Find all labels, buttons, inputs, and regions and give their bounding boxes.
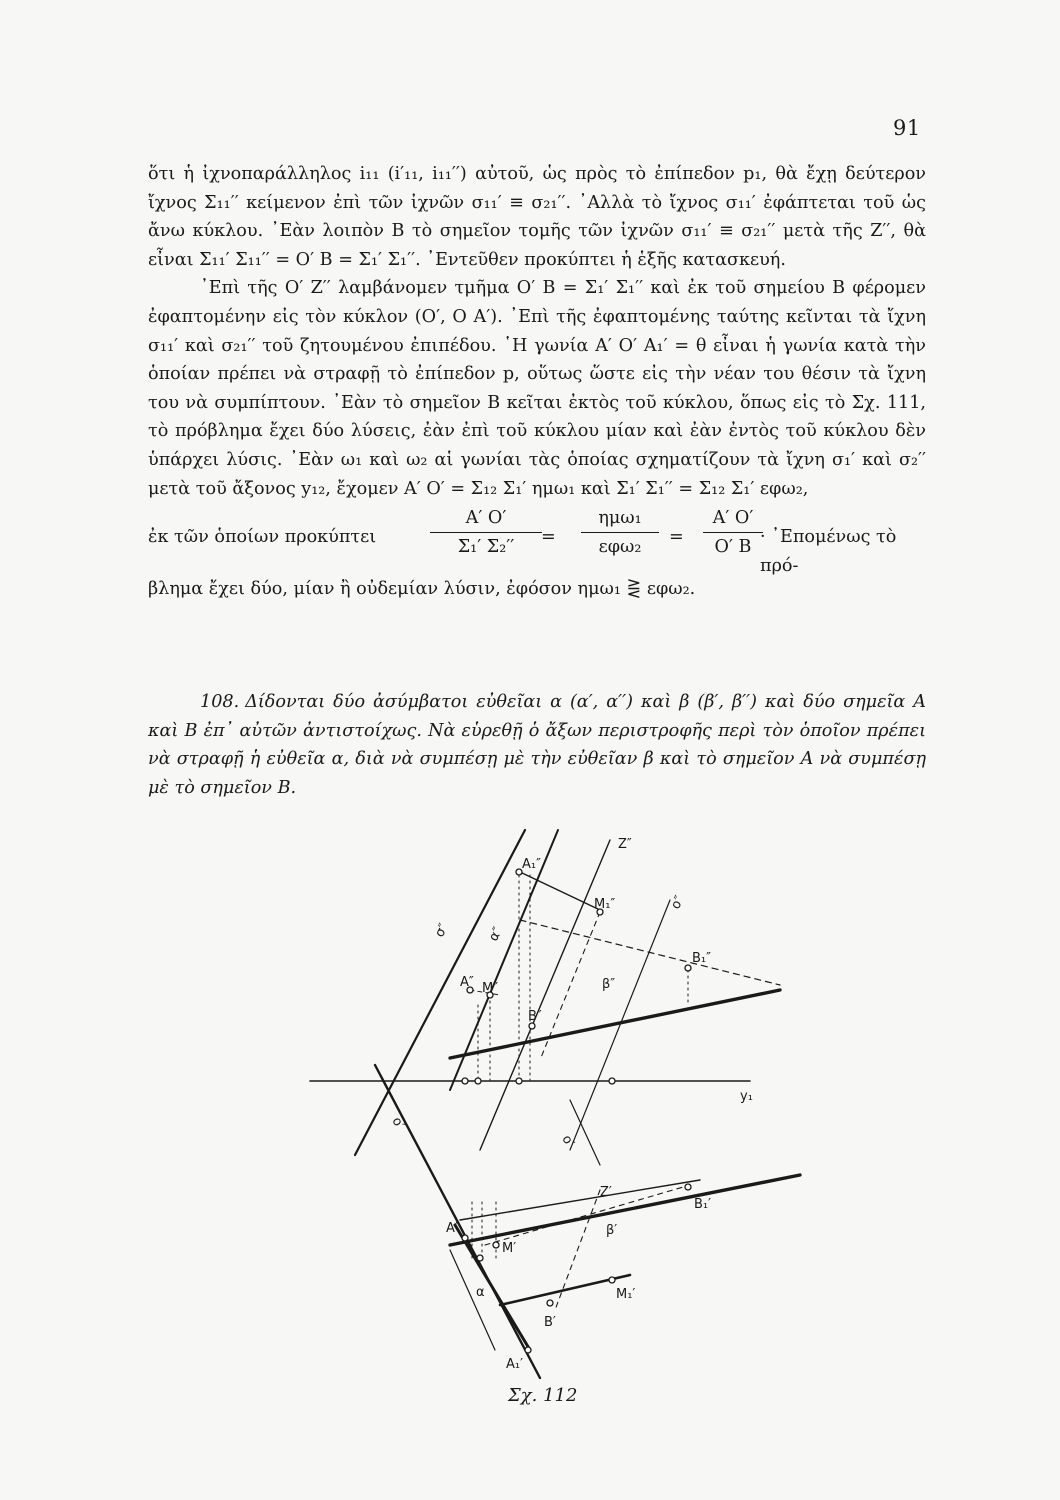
label-sigma-double-prime: σ″ [432,921,452,940]
line-alpha-prime-2 [450,1250,495,1350]
label-beta-prime: β′ [606,1223,618,1238]
line-o-prime-upper [570,900,670,1150]
fraction-3-denominator: O′ B [714,537,752,558]
label-z-double-prime: Z″ [618,837,632,852]
label-m1-prime: M₁′ [616,1287,636,1302]
fraction-2-denominator: εφω₂ [598,537,642,558]
label-y1: y₁ [740,1089,753,1104]
fraction-1-denominator: Σ₁′ Σ₂′′ [457,537,515,558]
paragraph-1: ὅτι ἡ ἰχνοπαράλληλος i₁₁ (i′₁₁, i₁₁′′) αὐτοῦ, ὡς πρὸς τὸ ἐπίπεδον p₁, θὰ ἔχῃ δεύτερον ἴχνος Σ₁₁′′ κείμενον ἐπὶ τῶν ἰχνῶν σ₁₁′ ≡ σ₂₁′′. ᾽Αλλὰ τὸ ἴχνος σ₁₁′ ἐφάπτεται τοῦ ὡς ἄνω κύκλου. ᾽Εὰν λοιπὸν B τὸ σημεῖον τομῆς τῶν ἰχνῶν σ₁₁′ ≡ σ₂₁′′ μετὰ τῆς Z′′, θὰ εἶναι Σ₁₁′ Σ₁₁′′ = O′ B = Σ₁′ Σ₁′′. ᾽Εντεῦθεν προκύπτει ἡ ἑξῆς κατασκευή. [148,164,926,270]
fraction-1 [430,505,542,560]
problem-number: 108. [200,692,240,712]
line-m1-b1 [520,920,780,985]
fraction-3-numerator: A′ O′ [712,508,754,529]
label-b-prime: B′ [544,1315,556,1330]
label-o-prime-left: o′ [388,1114,407,1132]
equals-sign: = [541,527,556,548]
label-m-double-prime: M″ [482,981,499,996]
line-beta-double-prime [450,990,780,1058]
point-a-prime [462,1235,468,1241]
label-a-double-prime: A″ [460,975,474,990]
label-a1-double-prime: A₁″ [522,857,541,872]
main-text [148,160,926,604]
figure-caption: Σχ. 112 [508,1385,578,1406]
line-o-double-prime [355,830,525,1155]
fraction-2 [581,505,659,560]
fraction-1-numerator: A′ O′ [465,508,507,529]
label-z-prime: Z′ [600,1185,612,1200]
point-m-prime [493,1242,499,1248]
page-number: 91 [893,116,921,140]
label-b1-prime: B₁′ [694,1197,712,1212]
line-m-b1 [485,1185,690,1245]
label-beta-double-prime: β″ [602,977,616,992]
label-o-prime-right: o′ [558,1132,577,1150]
label-o-double-prime: o″ [668,893,688,912]
paragraph-3: βλημα ἔχει δύο, μίαν ἢ οὐδεμίαν λύσιν, ἐφόσον ημω₁ ⋛ εφω₂. [148,579,696,600]
point-b1-prime [685,1184,691,1190]
line-a-prime [450,1175,800,1245]
equals-sign: = [669,527,684,548]
problem-text: Δίδονται δύο ἀσύμβατοι εὐθεῖαι α (α′, α′′) καὶ β (β′, β′′) καὶ δύο σημεῖα A καὶ B ἐπ᾽ αὐτῶν ἀντιστοίχως. Νὰ εὑρεθῇ ὁ ἄξων περιστροφῆς περὶ τὸν ὁποῖον πρέπει νὰ στραφῇ ἡ εὐθεῖα α, διὰ νὰ συμπέσῃ μὲ τὴν εὐθεῖαν β καὶ τὸ σημεῖον A νὰ συμπέσῃ μὲ τὸ σημεῖον B. [148,692,926,798]
label-a-prime: A′ [446,1221,458,1236]
label-alpha-double-prime: α″ [486,924,506,944]
line-o-prime-lower-2 [570,1100,600,1165]
label-m-prime: M′ [502,1241,517,1256]
point-b-prime [547,1300,553,1306]
paragraph-2: ᾽Επὶ τῆς O′ Z′′ λαμβάνομεν τμῆμα O′ B = Σ₁′ Σ₁′′ καὶ ἐκ τοῦ σημείου B φέρομεν ἐφαπτομένην εἰς τὸν κύκλον (O′, O A′). ᾽Επὶ τῆς ἐφαπτομένης ταύτης κεῖνται τὰ ἴχνη σ₁₁′ καὶ σ₂₁′′ τοῦ ζητουμένου ἐπιπέδου. ῾Η γωνία A′ O′ A₁′ = θ εἶναι ἡ γωνία κατὰ τὴν ὁποίαν πρέπει νὰ στραφῇ τὸ ἐπίπεδον p, οὕτως ὥστε εἰς τὴν νέαν του θέσιν τὰ ἴχνη του νὰ συμπίπτουν. ᾽Εὰν τὸ σημεῖον B κεῖται ἐκτὸς τοῦ κύκλου, ὅπως εἰς τὸ Σχ. 111, τὸ πρόβλημα ἔχει δύο λύσεις, ἐὰν ἐπὶ τοῦ κύκλου μίαν καὶ ἐὰν ἐντὸς τοῦ κύκλου δὲν ὑπάρχει λύσις. ᾽Εὰν ω₁ καὶ ω₂ αἱ γωνίαι τὰς ὁποίας σχηματίζουν τὰ ἴχνη σ₁′ καὶ σ₂′′ μετὰ τοῦ ἄξονος y₁₂, ἔχομεν A′ O′ = Σ₁₂ Σ₁′ ημω₁ καὶ Σ₁′ Σ₁′′ = Σ₁₂ Σ₁′ εφω₂, [148,278,926,499]
point-m1-prime [609,1277,615,1283]
fraction-3 [703,505,763,560]
label-m1-double-prime: M₁″ [594,897,616,912]
problem-108 [148,688,926,802]
geometry-figure [300,820,820,1380]
line-z-double-prime [480,840,610,1150]
label-a1-prime: A₁′ [506,1357,524,1372]
label-b-double-prime: B″ [528,1009,542,1024]
point-b1-double-prime [685,965,691,971]
label-alpha: α [476,1285,485,1300]
formula-tail: · ᾽Επομένως τὸ πρό- [760,527,897,576]
fraction-2-numerator: ημω₁ [598,508,642,529]
label-b1-double-prime: B₁″ [692,951,711,966]
formula-lead: ἐκ τῶν ὁποίων προκύπτει [148,527,377,548]
ratio-formula [148,505,926,575]
